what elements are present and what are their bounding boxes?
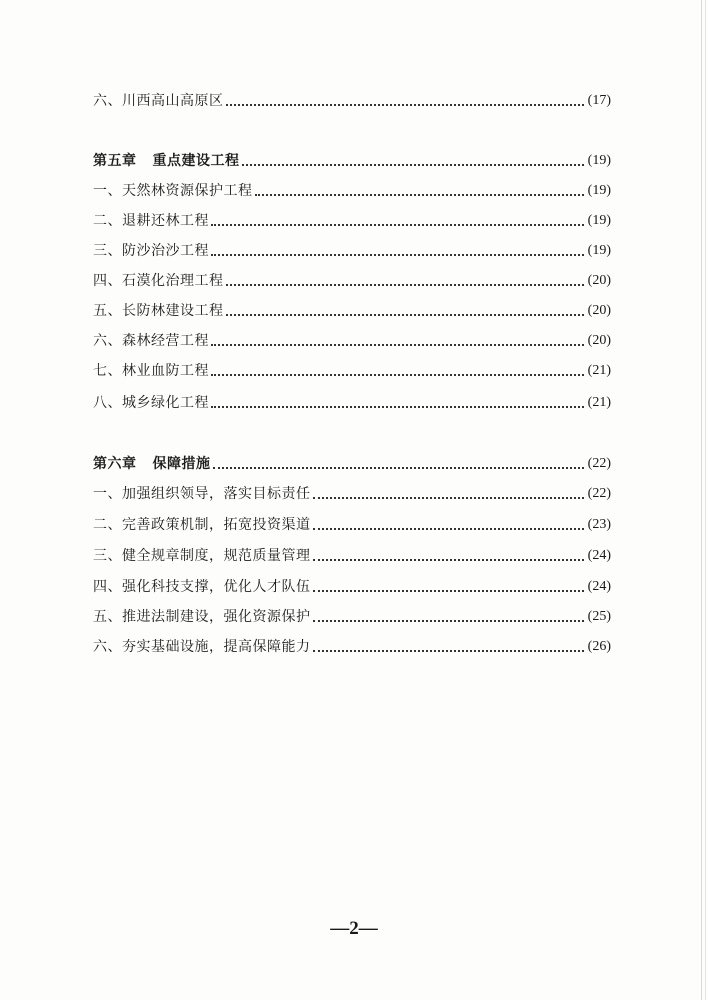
dot-leader [213,466,584,469]
toc-entry-page: (25) [587,609,611,624]
toc-entry-title: 健全规章制度，规范质量管理 [122,548,311,564]
toc-entry-title: 强化科技支撑，优化人才队伍 [122,579,311,595]
dot-leader [211,343,584,346]
toc-entry [93,238,611,260]
page-number: —2— [330,918,378,939]
toc-entry [93,298,611,320]
toc-entry-number: 五、 [93,609,122,625]
toc-entry-page: (26) [587,639,611,654]
toc-entry [93,481,611,503]
toc-entry [93,268,611,290]
scan-edge-line [701,0,702,1000]
toc-entry-title: 石漠化治理工程 [122,273,224,289]
toc-entry-number: 一、 [93,183,122,199]
toc-entry [93,328,611,350]
scan-edge-line [705,0,706,1000]
toc-entry-page: (24) [587,548,611,563]
toc-entry-title: 天然林资源保护工程 [122,183,253,199]
toc-entry-title: 退耕还林工程 [122,213,209,229]
toc-entry-page: (20) [587,333,611,348]
dot-leader [211,405,584,408]
dot-leader [211,253,584,256]
dot-leader [211,373,584,376]
dot-leader [313,619,584,622]
toc-entry-page: (17) [587,93,611,108]
toc-chapter-5 [93,148,611,170]
toc-entry-page: (21) [587,395,611,410]
toc-entry-number: 七、 [93,363,122,379]
toc-entry-title: 夯实基础设施，提高保障能力 [122,639,311,655]
toc-entry [93,358,611,380]
toc-entry-number: 四、 [93,579,122,595]
chapter-page: (22) [587,456,611,471]
toc-entry-page: (20) [587,273,611,288]
toc-entry [93,208,611,230]
toc-entry-page: (19) [587,243,611,258]
dot-leader [313,649,584,652]
chapter-title: 保障措施 [152,456,211,472]
dot-leader [255,193,584,196]
toc-entry-number: 五、 [93,303,122,319]
toc-entry-title: 川西高山高原区 [122,93,224,109]
toc-entry-page: (20) [587,303,611,318]
dot-leader [313,527,584,530]
toc-entry-title: 加强组织领导，落实目标责任 [122,486,311,502]
toc-entry-page: (23) [587,517,611,532]
toc-entry-number: 一、 [93,486,122,502]
toc-entry [93,390,611,412]
toc-entry [93,604,611,626]
dot-leader [313,496,584,499]
chapter-page: (19) [587,153,611,168]
toc-chapter-6 [93,451,611,473]
toc-entry-page: (21) [587,363,611,378]
toc-entry [93,634,611,656]
toc-entry-page: (22) [587,486,611,501]
toc-entry-title: 林业血防工程 [122,363,209,379]
dot-leader [226,313,584,316]
toc-entry [93,512,611,534]
toc-entry-title: 完善政策机制，拓宽投资渠道 [122,517,311,533]
toc-entry-number: 三、 [93,243,122,259]
toc-entry-title: 森林经营工程 [122,333,209,349]
dot-leader [242,163,584,166]
dot-leader [211,223,584,226]
toc-entry-number: 八、 [93,395,122,411]
chapter-number: 第六章 [93,456,137,472]
toc-entry [93,543,611,565]
dot-leader [226,103,584,106]
toc-entry-page: (19) [587,213,611,228]
toc-entry-number: 二、 [93,213,122,229]
toc-entry [93,178,611,200]
dot-leader [226,283,584,286]
toc-entry-page: (24) [587,579,611,594]
toc-entry [93,88,611,110]
chapter-number: 第五章 [93,153,137,169]
toc-entry-number: 四、 [93,273,122,289]
dot-leader [313,589,584,592]
toc-entry-title: 长防林建设工程 [122,303,224,319]
toc-entry [93,574,611,596]
toc-entry-number: 三、 [93,548,122,564]
toc-entry-page: (19) [587,183,611,198]
toc-entry-title: 城乡绿化工程 [122,395,209,411]
toc-entry-number: 六、 [93,639,122,655]
chapter-title: 重点建设工程 [152,153,240,169]
toc-entry-number: 六、 [93,93,122,109]
toc-entry-title: 推进法制建设，强化资源保护 [122,609,311,625]
dot-leader [313,558,584,561]
toc-entry-number: 六、 [93,333,122,349]
toc-entry-number: 二、 [93,517,122,533]
toc-entry-title: 防沙治沙工程 [122,243,209,259]
